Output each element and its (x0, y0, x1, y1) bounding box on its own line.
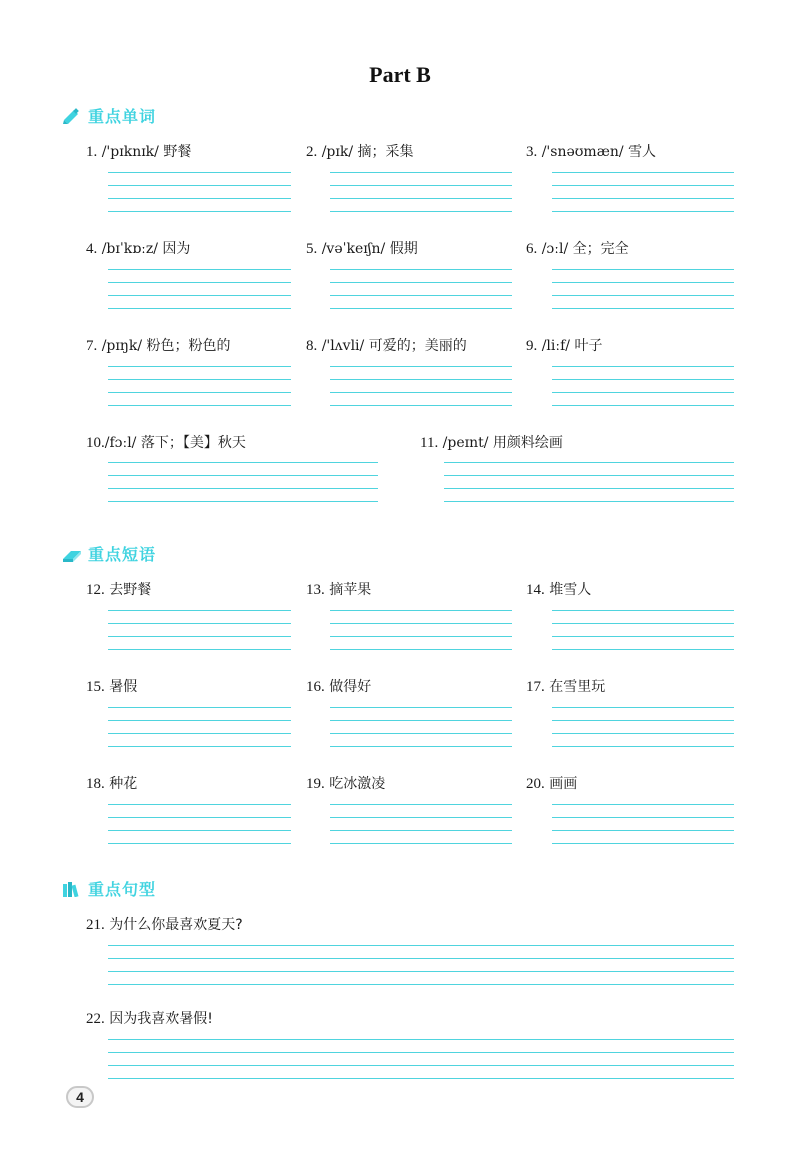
pencil-icon (62, 108, 82, 124)
item-number: 12. (86, 582, 105, 598)
word-item-7 (86, 335, 291, 410)
section-header-phrases (62, 542, 156, 565)
word-item-4 (86, 238, 291, 313)
item-number: 19. (306, 776, 325, 792)
item-number: 7. (86, 338, 98, 354)
item-number: 20. (526, 776, 545, 792)
page-number-badge: 4 (66, 1086, 94, 1108)
item-number: 17. (526, 679, 545, 695)
phrase-text: 去野餐 (109, 582, 152, 598)
sentence-item-21 (86, 914, 734, 989)
item-number: 18. (86, 776, 105, 792)
phrase-item-16 (306, 676, 512, 751)
phonetic: /'snəʊmæn/ (541, 144, 624, 160)
phonetic: /'pɪknɪk/ (101, 144, 159, 160)
sentence-text: 因为我喜欢暑假! (109, 1011, 213, 1027)
meaning: 用颜料绘画 (492, 435, 563, 451)
word-item-8 (306, 335, 512, 410)
word-item-6 (526, 238, 734, 313)
page-title: Part B (369, 62, 431, 87)
item-number: 6. (526, 241, 538, 257)
word-item-5 (306, 238, 512, 313)
phrase-text: 吃冰激凌 (329, 776, 386, 792)
item-number: 21. (86, 917, 105, 933)
phrase-item-20 (526, 773, 734, 848)
meaning: 可爱的；美丽的 (368, 338, 467, 354)
phrase-text: 在雪里玩 (549, 679, 606, 695)
word-item-11 (420, 432, 734, 507)
item-number: 5. (306, 241, 318, 257)
section-title-sentences: 重点句型 (88, 880, 157, 899)
phonetic: /bɪˈkɒːz/ (101, 241, 158, 257)
section-title-words: 重点单词 (88, 107, 157, 126)
phrase-text: 做得好 (329, 679, 372, 695)
phrase-text: 摘苹果 (329, 582, 372, 598)
phrase-item-19 (306, 773, 512, 848)
meaning: 粉色；粉色的 (146, 338, 231, 354)
section-header-words (62, 104, 156, 127)
meaning: 雪人 (628, 144, 657, 160)
item-number: 10. (86, 435, 105, 451)
phrase-text: 种花 (109, 776, 138, 792)
item-number: 13. (306, 582, 325, 598)
item-number: 11. (420, 435, 439, 451)
phrase-item-14 (526, 579, 734, 654)
item-number: 4. (86, 241, 98, 257)
phonetic: /'lʌvli/ (321, 338, 365, 354)
phrase-text: 画画 (549, 776, 578, 792)
phrase-item-18 (86, 773, 291, 848)
phonetic: /fɔːl/ (104, 435, 137, 451)
phrase-text: 堆雪人 (549, 582, 592, 598)
meaning: 叶子 (574, 338, 603, 354)
phrase-item-12 (86, 579, 291, 654)
phrase-item-17 (526, 676, 734, 751)
phrase-item-13 (306, 579, 512, 654)
section-title-phrases: 重点短语 (88, 545, 157, 564)
sentence-text: 为什么你最喜欢夏天? (109, 917, 243, 933)
meaning: 假期 (389, 241, 418, 257)
item-number: 1. (86, 144, 98, 160)
books-icon (62, 881, 82, 897)
meaning: 因为 (162, 241, 191, 257)
meaning: 全；完全 (572, 241, 629, 257)
item-number: 15. (86, 679, 105, 695)
item-number: 22. (86, 1011, 105, 1027)
sentence-item-22 (86, 1008, 734, 1083)
item-number: 2. (306, 144, 318, 160)
section-header-sentences (62, 877, 156, 900)
item-number: 3. (526, 144, 538, 160)
phonetic: /vəˈkeɪʃn/ (321, 241, 386, 257)
phonetic: /ɔːl/ (541, 241, 569, 257)
phonetic: /liːf/ (541, 338, 570, 354)
word-item-9 (526, 335, 734, 410)
meaning: 野餐 (163, 144, 192, 160)
word-item-2 (306, 141, 512, 216)
item-number: 9. (526, 338, 538, 354)
item-number: 16. (306, 679, 325, 695)
phrase-item-15 (86, 676, 291, 751)
phrase-text: 暑假 (109, 679, 138, 695)
phonetic: /peɪnt/ (442, 435, 489, 451)
meaning: 摘；采集 (357, 144, 414, 160)
phonetic: /pɪk/ (321, 144, 354, 160)
phonetic: /pɪŋk/ (101, 338, 143, 354)
word-item-3 (526, 141, 734, 216)
item-number: 8. (306, 338, 318, 354)
word-item-1 (86, 141, 291, 216)
word-item-10 (86, 432, 378, 507)
book-icon (62, 546, 82, 562)
meaning: 落下；【美】秋天 (140, 435, 246, 451)
item-number: 14. (526, 582, 545, 598)
